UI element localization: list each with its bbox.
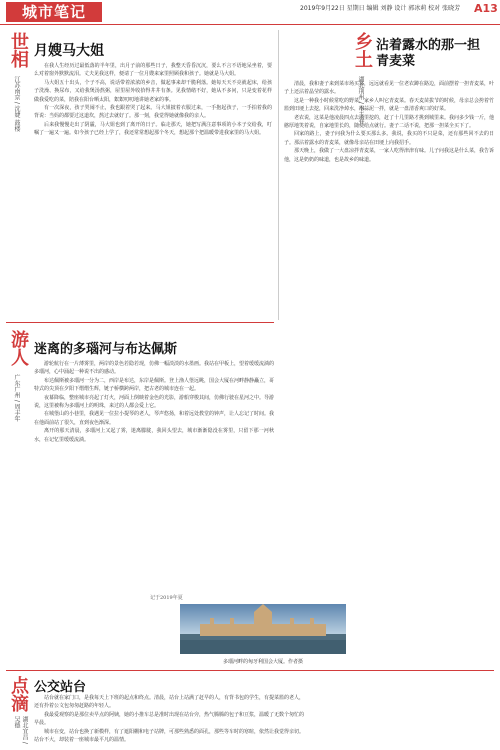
article-body-gongjiao <box>34 694 304 748</box>
article-byline-maizi: 湖北荆州 / 李玉春 <box>357 76 364 124</box>
paragraph: 这是一种我小时候常吃的野菜，家乡人叫它青麦菜。春天麦苗拔节的时候，母亲总会挎着竹篮到田埂上去挖，回来洗净焯水，用蒜泥一拌，就是一盘清香爽口的好菜。 <box>284 97 494 113</box>
paragraph: 回家的路上，妻子问我为什么要买那么多。我说，我买的不只是菜，还有那些回不去的日子。那沾着露水的青麦菜，就像母亲站在田埂上向我招手。 <box>284 131 494 146</box>
paragraph: 城市在变，站台也换了新模样，有了遮阳棚和电子站牌，可那些熟悉的面孔，那些等车时的寒暄，依然让我觉得亲切。站台不大，却装着一座城市最平凡的温情。 <box>34 728 304 744</box>
paragraph: 清晨，我和妻子来到菜市场买菜，远远就看见一位老农蹲在路边，面前摆着一担青麦菜，叶子上还沾着晶莹的露水。 <box>284 81 494 96</box>
article-byline-yueyu: 江苏南京 / 沈婕 鼓楼 <box>13 76 20 132</box>
issue-line: 2019年9月22日 星期日 编辑 刘静 设计 郭冰莉 校对 张晓芳 <box>300 5 461 12</box>
paragraph: 在我人生经历过最低落的半年里，出月子前的那些日子，我整天昏昏沉沉，要么不言不语地呆坐着，要么对着窗外默默流泪。丈夫见我这样，便请了一位月嫂来家里照顾我和孩子。她就是马大姐。 <box>34 63 272 78</box>
paragraph: 离开的那天清晨，多瑙河上又起了雾，迷离朦胧，我回头望去，城市渐渐隐没在雾里，只留下那一河秋水，在记忆里缓缓流淌。 <box>34 428 274 443</box>
article-title-yueyu: 月嫂马大姐 <box>34 43 104 59</box>
paragraph: 在城堡山的小巷里，我遇见一位拉小提琴的老人，琴声悠扬，和着远处教堂的钟声，让人忘记了时间。我在他面前站了很久，直到夜色渐深。 <box>34 411 274 426</box>
article-byline-mitu: 广东广州 / 周丰年 <box>13 374 20 422</box>
paragraph: 我最爱观察的是那位卖早点的阿姨，她的小推车总是准时出现在站台旁，热气腾腾的包子和豆浆，温暖了无数个匆忙的早晨。 <box>34 711 304 727</box>
paragraph: 后来我慢慢走出了阴霾，马大姐也到了离开的日子。临走那天，她把写满注意事项的小本子交给我，叮嘱了一遍又一遍。如今孩子已经上学了，我还常常想起那个冬天，想起那个把温暖带进我家里的马大姐。 <box>34 121 272 137</box>
paragraph: 游轮航行在一片薄雾里，两岸的景色若隐若现，仿佛一幅淡淡的水墨画。我站在甲板上，望着缓缓流淌的多瑙河，心中涌起一种说不出的感动。 <box>34 361 274 376</box>
paragraph: 马大姐五十出头，个子不高，说话带着浓浓的乡音，做起事来却干脆利落。她每天天不亮就起床，给孩子洗澡、换尿布，又给我煲汤熬粥，屋里屋外收拾得井井有条。见我情绪不好，她从不多问，只是变着花样做我爱吃的菜，陪我在阳台晒太阳，絮絮叨叨地讲她老家的事。 <box>34 79 272 103</box>
tag-shijian: 世相 <box>8 32 29 68</box>
article-title-mitu: 迷离的多瑙河与布达佩斯 <box>34 342 178 357</box>
tag-xiangqing: 乡土 <box>352 32 373 68</box>
photo-caption: 多瑙河畔的匈牙利国会大厦。作者摄 <box>222 659 303 665</box>
paragraph: 夜幕降临，整座城市亮起了灯火，河面上倒映着金色的光影，游船穿梭其间，仿佛行驶在星河之中。导游说，这里被称为多瑙河上的明珠，来过的人都会爱上它。 <box>34 394 274 410</box>
tag-diancang: 点滴 <box>8 676 29 712</box>
article-body-maizi <box>284 80 494 580</box>
article-byline-gongjiao: 湖北宜昌 / 吴德 <box>13 716 28 744</box>
paragraph: 有一次深夜，孩子哭闹不止，我也跟着哭了起来。马大姐披着衣服过来，一手抱起孩子，一手拍着我的背说：当妈的都要过这道坎，熬过去就好了。那一刻，我觉得她就像我的亲人。 <box>34 105 272 120</box>
tag-youji: 游人 <box>8 330 29 366</box>
page-code: A13 <box>474 2 498 15</box>
paragraph: 那天晚上，我做了一大盘凉拌青麦菜，一家人吃得津津有味。儿子问我这是什么菜，我告诉他，这是奶奶的味道，也是故乡的味道。 <box>284 148 494 163</box>
column-divider <box>278 30 279 320</box>
article-body-mitu <box>34 360 274 592</box>
paragraph: 站台就在家门口，是我每天上下班的起点和终点。清晨，站台上站满了赶早的人，有背书包的学生，有提菜篮的老人，还有拎着公文包匆匆赶路的年轻人。 <box>34 695 304 710</box>
article-body-yueyu <box>34 62 272 312</box>
section-divider-bottom <box>6 670 494 671</box>
paragraph: 老农说，这菜是他凌晨四点去地里挖的，赶了十几里路才挑到城里来。我问多少钱一斤，他憨厚地笑着说，自家地里长的，随便给点就行。妻子二话不说，把那一担菜全买下了。 <box>284 114 494 130</box>
article-signoff-mitu: 记于2019年夏 <box>150 595 183 601</box>
article-title-gongjiao: 公交站台 <box>34 680 87 695</box>
article-title-maizi: 沾着露水的那一担青麦菜 <box>376 38 481 69</box>
paragraph: 布达佩斯被多瑙河一分为二，西岸是布达，东岸是佩斯。登上渔人堡远眺，国会大厦在河畔静静矗立，哥特式的尖顶在夕阳下熠熠生辉，链子桥横跨两岸，把古老的城市连在一起。 <box>34 377 274 393</box>
parliament-photo <box>180 604 346 654</box>
section-divider <box>6 322 274 323</box>
column-name: 城市笔记 <box>6 2 102 22</box>
